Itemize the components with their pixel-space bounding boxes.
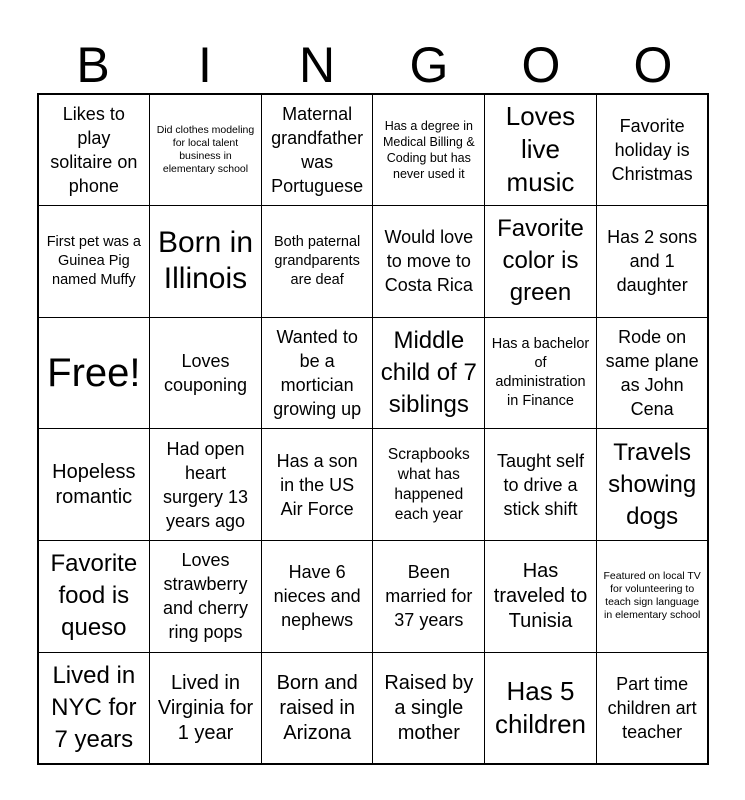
header-letter-i: I (198, 37, 212, 93)
bingo-cell[interactable]: Has 2 sons and 1 daughter (596, 205, 709, 318)
bingo-cell[interactable]: Did clothes modeling for local talent business in elementary school (149, 94, 262, 207)
bingo-cell[interactable]: Wanted to be a mortician growing up (261, 317, 374, 430)
bingo-cell[interactable]: Loves live music (484, 94, 597, 207)
bingo-cell[interactable]: Had open heart surgery 13 years ago (149, 428, 262, 541)
bingo-cell[interactable]: Scrapbooks what has happened each year (372, 428, 485, 541)
bingo-cell[interactable]: Rode on same plane as John Cena (596, 317, 709, 430)
bingo-cell[interactable]: Has 5 children (484, 652, 597, 765)
header-letter-g: G (409, 37, 449, 93)
bingo-card-grid (37, 93, 709, 765)
header-letter-o: O (521, 37, 561, 93)
bingo-cell[interactable]: Born and raised in Arizona (261, 652, 374, 765)
bingo-cell[interactable]: Loves couponing (149, 317, 262, 430)
bingo-cell[interactable]: Favorite color is green (484, 205, 597, 318)
bingo-cell[interactable]: Hopeless romantic (38, 428, 151, 541)
bingo-cell[interactable]: Loves strawberry and cherry ring pops (149, 540, 262, 653)
bingo-cell[interactable]: Has a degree in Medical Billing & Coding but has never used it (372, 94, 485, 207)
bingo-cell[interactable]: Lived in Virginia for 1 year (149, 652, 262, 765)
bingo-cell[interactable]: Lived in NYC for 7 years (38, 652, 151, 765)
bingo-cell[interactable]: Raised by a single mother (372, 652, 485, 765)
bingo-cell[interactable]: Both paternal grandparents are deaf (261, 205, 374, 318)
bingo-cell[interactable]: Favorite food is queso (38, 540, 151, 653)
bingo-cell[interactable]: Featured on local TV for volunteering to teach sign language in elementary school (596, 540, 709, 653)
header-letter-b: B (76, 37, 110, 93)
bingo-cell[interactable]: Has a son in the US Air Force (261, 428, 374, 541)
header-letter-n: N (298, 37, 336, 93)
bingo-cell[interactable]: Part time children art teacher (596, 652, 709, 765)
bingo-cell[interactable]: Has a bachelor of administration in Finance (484, 317, 597, 430)
bingo-cell[interactable]: Middle child of 7 siblings (372, 317, 485, 430)
bingo-cell-free[interactable]: Free! (38, 317, 151, 430)
bingo-cell[interactable]: Travels showing dogs (596, 428, 709, 541)
header-letter-o-2: O (633, 37, 673, 93)
bingo-cell[interactable]: First pet was a Guinea Pig named Muffy (38, 205, 151, 318)
bingo-cell[interactable]: Would love to move to Costa Rica (372, 205, 485, 318)
bingo-cell[interactable]: Favorite holiday is Christmas (596, 94, 709, 207)
bingo-cell[interactable]: Taught self to drive a stick shift (484, 428, 597, 541)
bingo-cell[interactable]: Born in Illinois (149, 205, 262, 318)
bingo-cell[interactable]: Maternal grandfather was Portuguese (261, 94, 374, 207)
bingo-cell[interactable]: Have 6 nieces and nephews (261, 540, 374, 653)
bingo-cell[interactable]: Been married for 37 years (372, 540, 485, 653)
bingo-header (37, 36, 709, 94)
bingo-cell[interactable]: Has traveled to Tunisia (484, 540, 597, 653)
bingo-cell[interactable]: Likes to play solitaire on phone (38, 94, 151, 207)
